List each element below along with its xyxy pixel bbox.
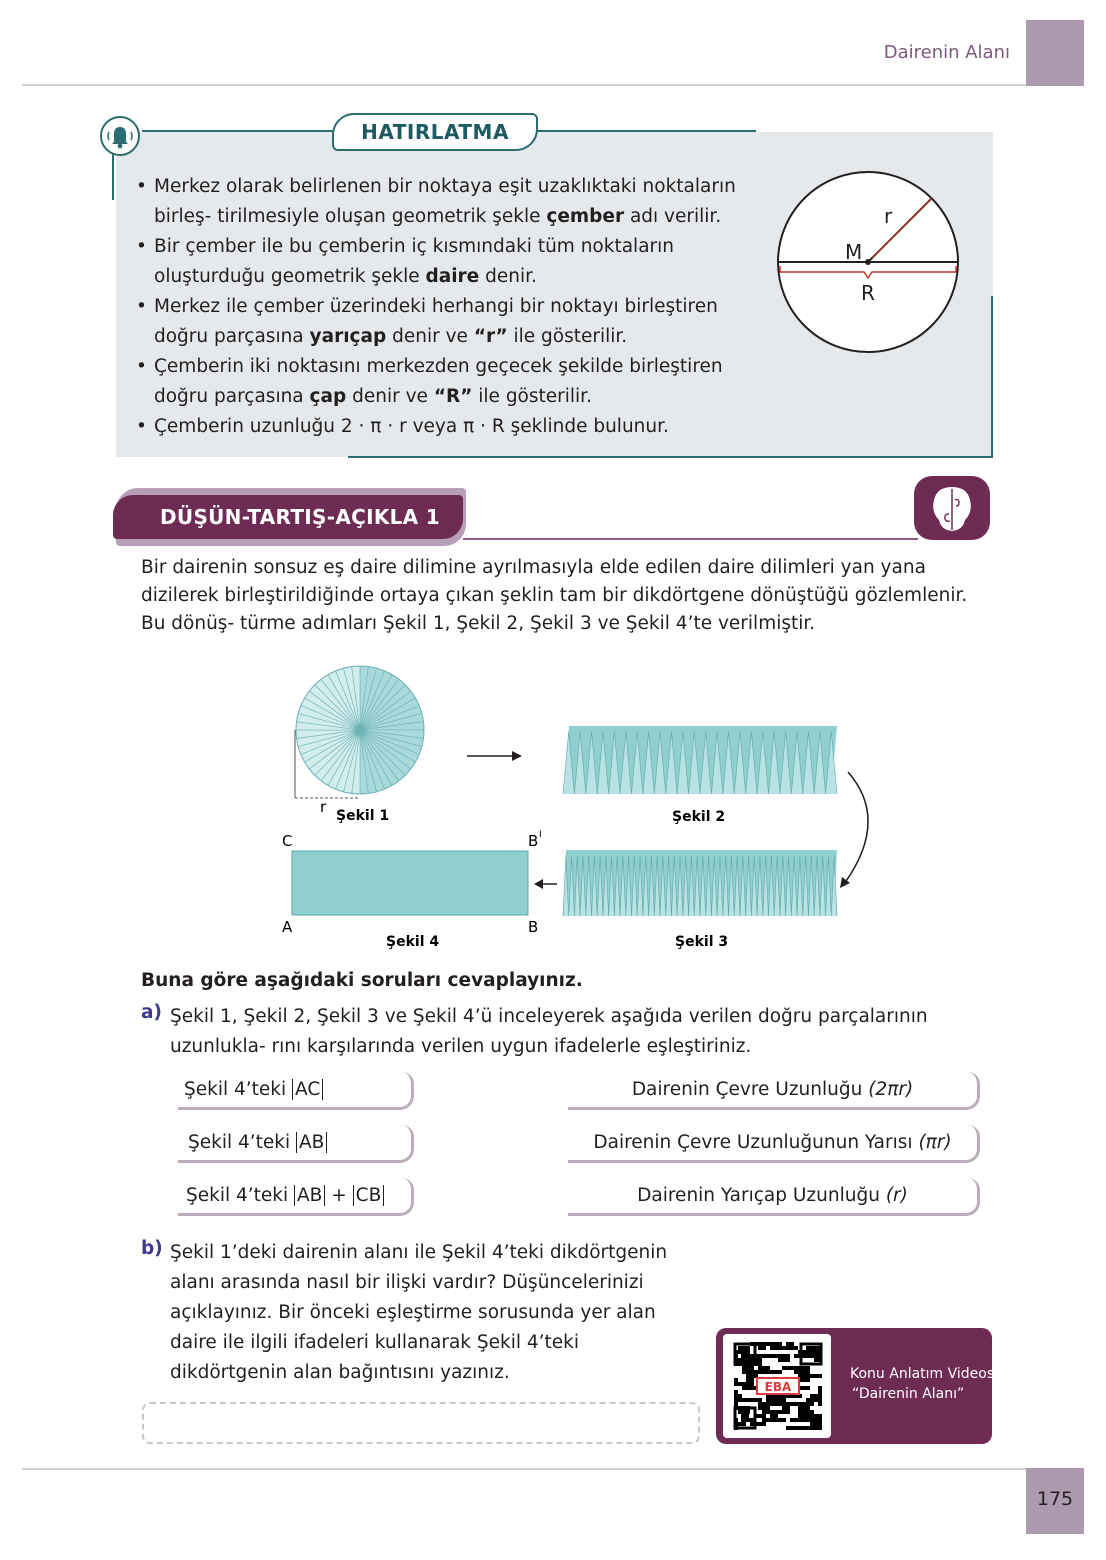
reminder-item: • Merkez ile çember üzerindeki herhangi bir noktayı birleştiren doğru parçasına yarıçap denir ve “r” ile gösterilir. bbox=[136, 292, 756, 352]
reminder-frame-left bbox=[112, 150, 114, 200]
page-number: 175 bbox=[1036, 1488, 1074, 1510]
reminder-frame-right bbox=[991, 296, 993, 458]
point-b1-label: B bbox=[528, 832, 539, 850]
match-left-2[interactable]: Şekil 4’teki AB bbox=[178, 1125, 414, 1163]
match-left-3[interactable]: Şekil 4’teki AB + CB bbox=[178, 1178, 414, 1216]
footer-divider bbox=[22, 1468, 1084, 1470]
section-divider bbox=[463, 538, 918, 540]
question-b-text: Şekil 1’deki dairenin alanı ile Şekil 4’teki dikdörtgenin alanı arasında nasıl bir ilişki vardır? Düşüncelerinizi açıklayınız. Bir önceki eşleştirme sorusunda yer alan daire ile ilgili ifadeleri kullanarak Şekil 4’teki dikdörtgenin alan bağıntısını yazınız. bbox=[170, 1242, 668, 1383]
match-right-3[interactable]: Dairenin Yarıçap Uzunluğu (r) bbox=[568, 1178, 980, 1216]
sliced-circle bbox=[296, 666, 424, 794]
reminder-title: HATIRLATMA bbox=[332, 113, 538, 151]
intro-paragraph: Bir dairenin sonsuz eş daire dilimine ayrılmasıyla elde edilen daire dilimleri yan yana dizilerek birleştirildiğinde ortaya çıkan şeklin tam bir dikdörtgene dönüştüğü gözlemlenir. Bu dönüş- türme adımları Şekil 1, Şekil 2, Şekil 3 ve Şekil 4’te verilmiştir. bbox=[141, 557, 968, 634]
fig2-label: Şekil 2 bbox=[672, 809, 726, 825]
fig3-label: Şekil 3 bbox=[675, 934, 729, 950]
fig4-label: Şekil 4 bbox=[386, 934, 440, 950]
circle-diagram bbox=[770, 168, 970, 364]
svg-text:I: I bbox=[539, 830, 542, 840]
question-a-text: Şekil 1, Şekil 2, Şekil 3 ve Şekil 4’ü inceleyerek aşağıda verilen doğru parçalarının uzunlukla- rını karşılarında verilen uygun ifadelerle eşleştiriniz. bbox=[170, 1006, 928, 1057]
fig4-rectangle bbox=[292, 851, 528, 915]
video-subtitle: “Dairenin Alanı” bbox=[852, 1386, 965, 1402]
diameter-label: R bbox=[861, 281, 875, 305]
bell-icon bbox=[100, 116, 140, 156]
questions-heading: Buna göre aşağıdaki soruları cevaplayınız. bbox=[141, 970, 583, 991]
transformation-figures bbox=[260, 660, 880, 960]
reminder-list bbox=[136, 172, 756, 442]
reminder-item: • Çemberin iki noktasını merkezden geçecek şekilde birleştiren doğru parçasına çap denir ve “R” ile gösterilir. bbox=[136, 352, 756, 412]
question-a-letter: a) bbox=[141, 1002, 162, 1023]
match-left-1[interactable]: Şekil 4’teki AC bbox=[178, 1072, 414, 1110]
radius-label: r bbox=[884, 204, 893, 228]
center-label: M bbox=[845, 240, 863, 264]
page-header-title: Dairenin Alanı bbox=[883, 42, 1010, 63]
fig1-radius-label: r bbox=[320, 798, 327, 816]
section-title: DÜŞÜN-TARTIŞ-AÇIKLA 1 bbox=[160, 505, 440, 529]
header-divider bbox=[22, 84, 1084, 86]
eba-badge: EBA bbox=[764, 1380, 792, 1394]
reminder-item: • Çemberin uzunluğu 2 · π · r veya π · R şeklinde bulunur. bbox=[136, 412, 756, 442]
qr-code-icon[interactable] bbox=[733, 1342, 823, 1430]
segment-ac: AC bbox=[292, 1079, 323, 1100]
video-title: Konu Anlatım Videosu bbox=[850, 1366, 1004, 1382]
point-b-label: B bbox=[528, 918, 539, 936]
segment-cb1: CB bbox=[353, 1185, 385, 1206]
brain-icon bbox=[929, 484, 975, 534]
fig3-wedge-strip bbox=[563, 850, 837, 916]
match-right-2[interactable]: Dairenin Çevre Uzunluğunun Yarısı (πr) bbox=[568, 1125, 980, 1163]
fig1-label: Şekil 1 bbox=[336, 808, 390, 824]
segment-ab: AB bbox=[294, 1185, 325, 1206]
reminder-item: • Merkez olarak belirlenen bir noktaya eşit uzaklıktaki noktaların birleş- tirilmesiyle oluşan geometrik şekle çember adı verilir. bbox=[136, 172, 756, 232]
fig2-wedge-strip bbox=[563, 726, 837, 794]
reminder-frame-bottom bbox=[348, 456, 993, 458]
question-b-letter: b) bbox=[141, 1238, 163, 1259]
reminder-item: • Bir çember ile bu çemberin iç kısmındaki tüm noktaların oluşturduğu geometrik şekle daire denir. bbox=[136, 232, 756, 292]
segment-ab: AB bbox=[296, 1132, 327, 1153]
point-a-label: A bbox=[282, 918, 293, 936]
header-tab bbox=[1026, 20, 1084, 86]
answer-field[interactable] bbox=[142, 1402, 700, 1444]
match-right-1[interactable]: Dairenin Çevre Uzunluğu (2πr) bbox=[568, 1072, 980, 1110]
point-c-label: C bbox=[282, 832, 293, 850]
